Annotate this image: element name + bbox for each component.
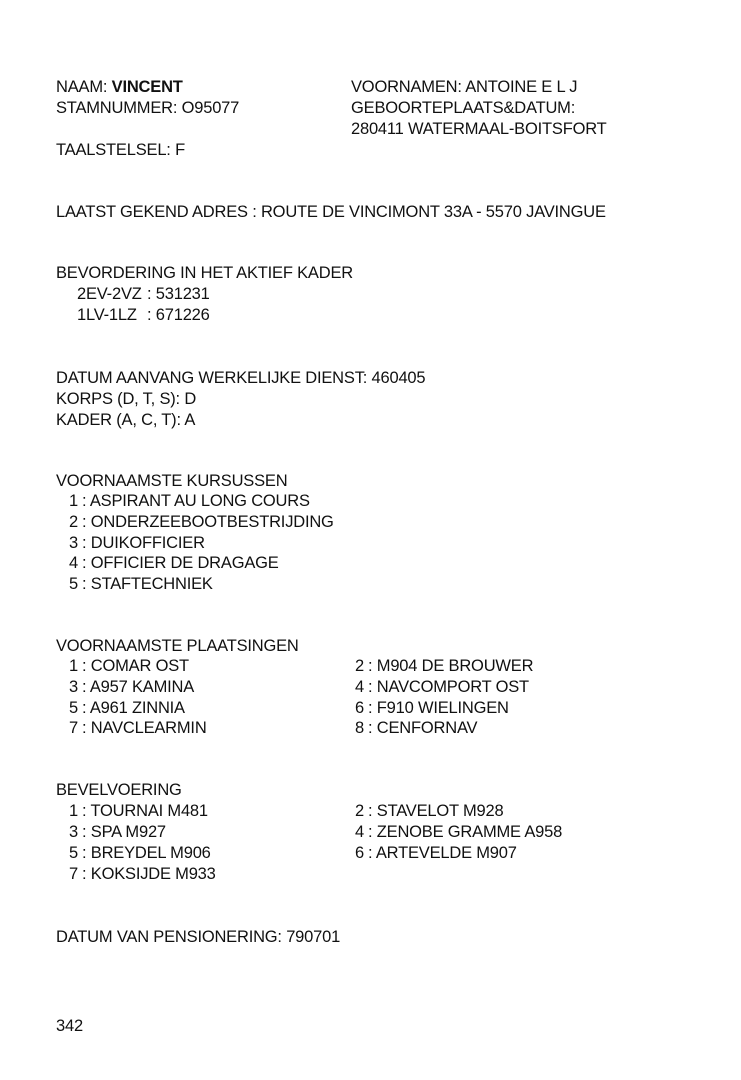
plaatsing-text: : COMAR OST — [82, 657, 189, 675]
plaatsing-text: : F910 WIELINGEN — [368, 699, 509, 717]
kursus-item — [56, 512, 334, 532]
geboorte-value: 280411 WATERMAAL-BOITSFORT — [351, 120, 607, 138]
plaatsing-number: 4 — [355, 678, 364, 696]
plaatsing-item — [56, 698, 185, 718]
plaatsing-item — [342, 698, 509, 718]
kursus-item — [56, 533, 205, 553]
kursus-number: 4 — [69, 554, 78, 572]
plaatsing-text: : M904 DE BROUWER — [368, 657, 534, 675]
bevordering-row — [77, 305, 210, 325]
kursus-item — [56, 553, 279, 573]
plaatsing-number: 7 — [69, 719, 78, 737]
plaatsing-item — [342, 677, 529, 697]
plaatsing-number: 6 — [355, 699, 364, 717]
taalstelsel: TAALSTELSEL: F — [56, 141, 185, 159]
geboorte-label: GEBOORTEPLAATS&DATUM: — [351, 99, 576, 117]
kursus-text: : STAFTECHNIEK — [82, 575, 213, 593]
naam-line — [56, 77, 183, 97]
plaatsing-text: : CENFORNAV — [368, 719, 478, 737]
kursus-number: 1 — [69, 492, 78, 510]
bevel-text: : SPA M927 — [82, 823, 166, 841]
bevel-text: : KOKSIJDE M933 — [82, 865, 216, 883]
korps: KORPS (D, T, S): D — [56, 390, 197, 408]
bevel-number: 5 — [69, 844, 78, 862]
bevelvoering-title: BEVELVOERING — [56, 781, 182, 799]
kursus-text: : ASPIRANT AU LONG COURS — [82, 492, 310, 510]
kader: KADER (A, C, T): A — [56, 411, 196, 429]
plaatsing-item — [342, 718, 477, 738]
bevel-item — [56, 864, 216, 884]
bevel-item — [342, 843, 517, 863]
bevordering-value: : 671226 — [147, 306, 210, 324]
plaatsing-item — [342, 656, 533, 676]
bevel-item — [342, 822, 562, 842]
datum-aanvang: DATUM AANVANG WERKELIJKE DIENST: 460405 — [56, 369, 426, 387]
plaatsingen-title: VOORNAAMSTE PLAATSINGEN — [56, 637, 299, 655]
bevel-number: 2 — [355, 802, 364, 820]
datum-pensionering: DATUM VAN PENSIONERING: 790701 — [56, 928, 341, 946]
plaatsing-item — [56, 656, 189, 676]
kursus-text: : OFFICIER DE DRAGAGE — [82, 554, 279, 572]
plaatsing-number: 2 — [355, 657, 364, 675]
voornamen: VOORNAMEN: ANTOINE E L J — [351, 78, 578, 96]
bevel-text: : ZENOBE GRAMME A958 — [368, 823, 563, 841]
kursus-text: : ONDERZEEBOOTBESTRIJDING — [82, 513, 334, 531]
laatst-gekend-adres: LAATST GEKEND ADRES : ROUTE DE VINCIMONT 33A - 5570 JAVINGUE — [56, 203, 606, 221]
bevordering-row — [77, 284, 210, 304]
plaatsing-item — [56, 718, 207, 738]
kursussen-title: VOORNAAMSTE KURSUSSEN — [56, 472, 288, 490]
bevordering-value: : 531231 — [147, 285, 210, 303]
page-number: 342 — [56, 1017, 83, 1035]
plaatsing-text: : NAVCLEARMIN — [82, 719, 207, 737]
bevel-number: 3 — [69, 823, 78, 841]
plaatsing-number: 1 — [69, 657, 78, 675]
kursus-item — [56, 574, 213, 594]
kursus-number: 5 — [69, 575, 78, 593]
bevel-number: 7 — [69, 865, 78, 883]
plaatsing-number: 8 — [355, 719, 364, 737]
bevel-item — [56, 843, 211, 863]
bevordering-title: BEVORDERING IN HET AKTIEF KADER — [56, 264, 353, 282]
plaatsing-text: : NAVCOMPORT OST — [368, 678, 529, 696]
bevel-text: : ARTEVELDE M907 — [368, 844, 517, 862]
naam-label: NAAM: — [56, 78, 112, 96]
naam-value: VINCENT — [111, 78, 183, 96]
bevel-number: 4 — [355, 823, 364, 841]
kursus-number: 3 — [69, 534, 78, 552]
bevordering-code: 2EV-2VZ — [77, 285, 142, 303]
bevel-number: 1 — [69, 802, 78, 820]
bevel-item — [56, 801, 208, 821]
bevel-text: : BREYDEL M906 — [82, 844, 211, 862]
bevel-item — [56, 822, 166, 842]
kursus-item — [56, 491, 310, 511]
plaatsing-text: : A957 KAMINA — [82, 678, 195, 696]
bevel-text: : TOURNAI M481 — [82, 802, 208, 820]
plaatsing-text: : A961 ZINNIA — [82, 699, 185, 717]
bevel-item — [342, 801, 503, 821]
plaatsing-number: 3 — [69, 678, 78, 696]
kursus-text: : DUIKOFFICIER — [82, 534, 205, 552]
stamnummer: STAMNUMMER: O95077 — [56, 99, 240, 117]
plaatsing-number: 5 — [69, 699, 78, 717]
bevel-number: 6 — [355, 844, 364, 862]
bevel-text: : STAVELOT M928 — [368, 802, 504, 820]
kursus-number: 2 — [69, 513, 78, 531]
bevordering-code: 1LV-1LZ — [77, 306, 137, 324]
plaatsing-item — [56, 677, 194, 697]
